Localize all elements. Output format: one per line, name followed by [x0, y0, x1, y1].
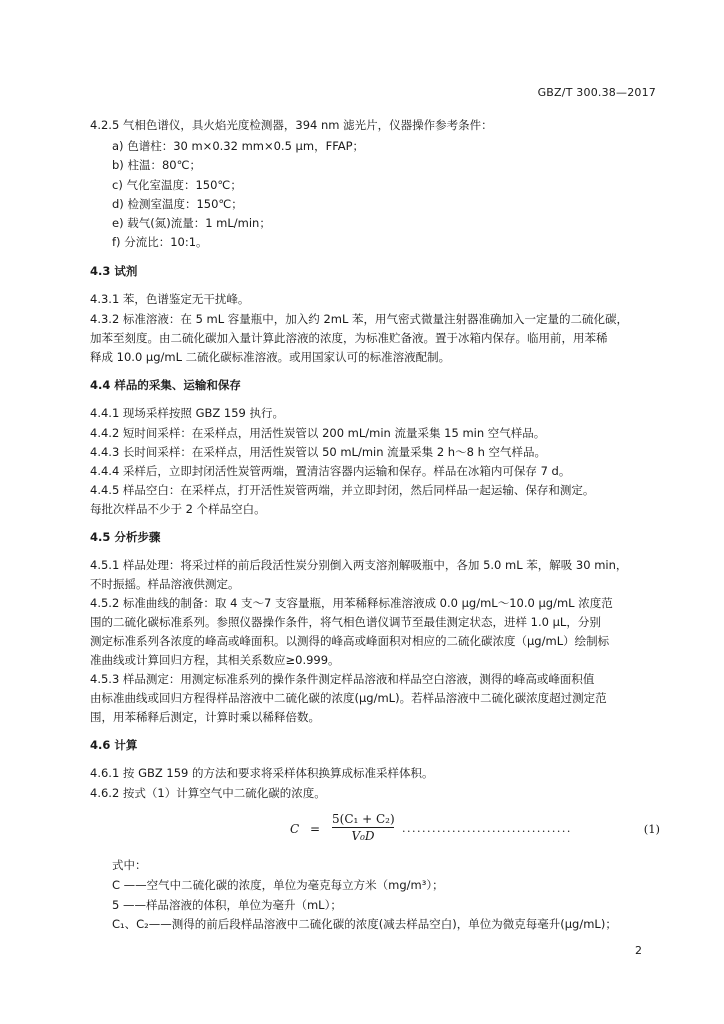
section-heading-4-3: 4.3 试剂 [90, 264, 138, 278]
paragraph-line: 4.4.4 采样后，立即封闭活性炭管两端，置清洁容器内运输和保存。样品在冰箱内可保存 7 d。 [90, 464, 571, 478]
standard-code: GBZ/T 300.38—2017 [537, 86, 656, 99]
formula-numerator: 5(C₁ + C₂) [332, 812, 395, 826]
variable-definition: 5 ——样品溶液的体积，单位为毫升（mL）； [112, 898, 342, 912]
section-heading-4-6: 4.6 计算 [90, 738, 138, 752]
paragraph-line: 由标准曲线或回归方程得样品溶液中二硫化碳的浓度(μg/mL)。若样品溶液中二硫化碳浓度超过测定范 [90, 691, 607, 705]
list-item: c) 气化室温度：150℃； [112, 178, 242, 192]
paragraph-line: 4.6.2 按式（1）计算空气中二硫化碳的浓度。 [90, 786, 326, 800]
section-heading-4-4: 4.4 样品的采集、运输和保存 [90, 378, 241, 392]
paragraph-line: 4.6.1 按 GBZ 159 的方法和要求将采样体积换算成标准采样体积。 [90, 766, 434, 780]
list-item: d) 检测室温度：150℃； [112, 197, 243, 211]
formula-lhs: C [290, 822, 300, 836]
paragraph-line: 4.5.1 样品处理：将采过样的前后段活性炭分别倒入两支溶剂解吸瓶中，各加 5.0 mL 苯，解吸 30 min， [90, 558, 628, 572]
list-item: b) 柱温：80℃； [112, 158, 201, 172]
where-label: 式中： [112, 858, 147, 872]
paragraph-line: 4.4.1 现场采样按照 GBZ 159 执行。 [90, 406, 285, 420]
paragraph-line: 4.4.5 样品空白：在采样点，打开活性炭管两端，并立即封闭，然后同样品一起运输、保存和测定。 [90, 483, 595, 497]
variable-definition: C ——空气中二硫化碳的浓度，单位为毫克每立方米（mg/m³）； [112, 878, 444, 892]
section-heading-4-5: 4.5 分析步骤 [90, 530, 161, 544]
variable-definition: C₁、C₂——测得的前后段样品溶液中二硫化碳的浓度(减去样品空白)，单位为微克每毫升(μg/mL)； [112, 917, 617, 931]
paragraph-line: 4.5.2 标准曲线的制备：取 4 支～7 支容量瓶，用苯稀释标准溶液成 0.0 μg/mL～10.0 μg/mL 浓度范 [90, 596, 613, 610]
paragraph-line: 4.3.1 苯，色谱鉴定无干扰峰。 [90, 292, 250, 306]
paragraph-line: 4.4.2 短时间采样：在采样点，用活性炭管以 200 mL/min 流量采集 15 min 空气样品。 [90, 426, 546, 440]
paragraph-line: 围，用苯稀释后测定，计算时乘以稀释倍数。 [90, 710, 320, 724]
list-item: f) 分流比：10:1。 [112, 235, 208, 249]
list-item: a) 色谱柱：30 m×0.32 mm×0.5 μm，FFAP； [112, 139, 365, 153]
paragraph-line: 不时振摇。样品溶液供测定。 [90, 577, 240, 591]
formula-denominator: V₀D [351, 829, 375, 843]
formula-leader-dots: .................................. [402, 822, 572, 835]
paragraph-line: 释成 10.0 μg/mL 二硫化碳标准溶液。或用国家认可的标准溶液配制。 [90, 350, 451, 364]
paragraph-line: 测定标准系列各浓度的峰高或峰面积。以测得的峰高或峰面积对相应的二硫化碳浓度（μg/mL）绘制标 [90, 634, 610, 648]
paragraph-line: 加苯至刻度。由二硫化碳加入量计算此溶液的浓度，为标准贮备液。置于冰箱内保存。临用前，用苯稀 [90, 331, 608, 345]
paragraph-line: 围的二硫化碳标准系列。参照仪器操作条件，将气相色谱仪调节至最佳测定状态，进样 1.0 μL，分别 [90, 615, 601, 629]
page-number: 2 [635, 944, 642, 957]
formula-fraction [332, 812, 394, 843]
paragraph-line: 4.4.3 长时间采样：在采样点，用活性炭管以 50 mL/min 流量采集 2 h～8 h 空气样品。 [90, 445, 547, 459]
formula-1 [290, 812, 660, 860]
paragraph-line: 准曲线或计算回归方程，其相关系数应≥0.999。 [90, 653, 340, 667]
clause-4-2-5: 4.2.5 气相色谱仪，具火焰光度检测器，394 nm 滤光片，仪器操作参考条件： [90, 118, 493, 132]
formula-number: (1) [643, 822, 660, 836]
paragraph-line: 4.5.3 样品测定：用测定标准系列的操作条件测定样品溶液和样品空白溶液，测得的峰高或峰面积值 [90, 672, 595, 686]
paragraph-line: 4.3.2 标准溶液：在 5 mL 容量瓶中，加入约 2mL 苯，用气密式微量注射器准确加入一定量的二硫化碳， [90, 312, 629, 326]
list-item: e) 载气(氮)流量：1 mL/min； [112, 216, 271, 230]
paragraph-line: 每批次样品不少于 2 个样品空白。 [90, 502, 266, 516]
formula-equals: = [310, 822, 321, 836]
